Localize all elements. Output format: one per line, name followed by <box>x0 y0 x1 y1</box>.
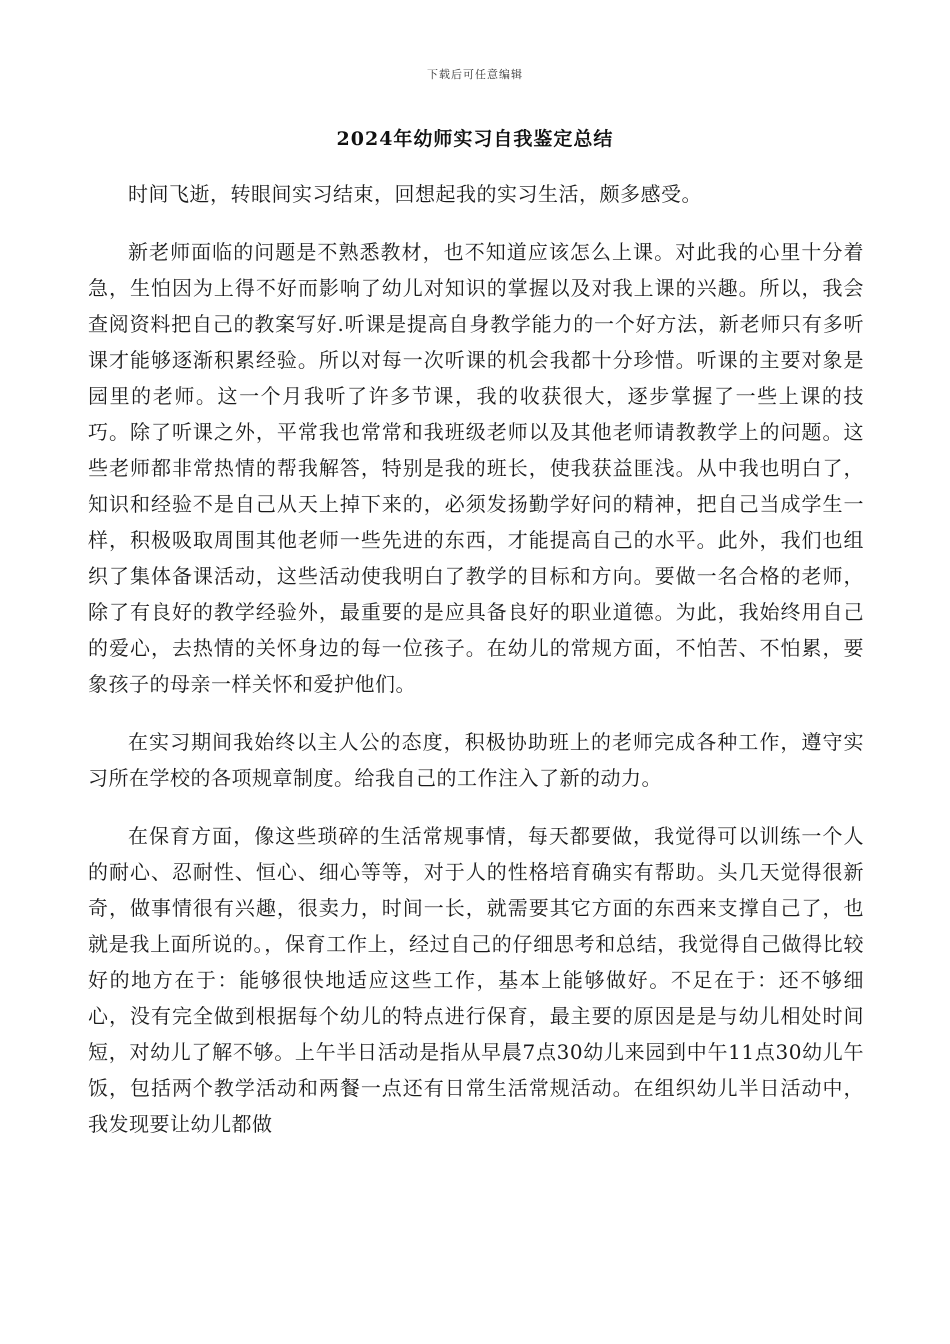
paragraph-teaching: 新老师面临的问题是不熟悉教材，也不知道应该怎么上课。对此我的心里十分着急，生怕因为上得不好而影响了幼儿对知识的掌握以及对我上课的兴趣。所以，我会查阅资料把自己的教案写好.听课是提高自身教学能力的一个好方法，新老师只有多听课才能够逐渐积累经验。所以对每一次听课的机会我都十分珍惜。听课的主要对象是园里的老师。这一个月我听了许多节课，我的收获很大，逐步掌握了一些上课的技巧。除了听课之外，平常我也常常和我班级老师以及其他老师请教教学上的问题。这些老师都非常热情的帮我解答，特别是我的班长，使我获益匪浅。从中我也明白了，知识和经验不是自己从天上掉下来的，必须发扬勤学好问的精神，把自己当成学生一样，积极吸取周围其他老师一些先进的东西，才能提高自己的水平。此外，我们也组织了集体备课活动，这些活动使我明白了教学的目标和方向。要做一名合格的老师，除了有良好的教学经验外，最重要的是应具备良好的职业道德。为此，我始终用自己的爱心，去热情的关怀身边的每一位孩子。在幼儿的常规方面，不怕苦、不怕累，要象孩子的母亲一样关怀和爱护他们。 <box>88 240 864 696</box>
paragraph-intro: 时间飞逝，转眼间实习结束，回想起我的实习生活，颇多感受。 <box>128 182 702 206</box>
header-note: 下载后可任意编辑 <box>427 68 523 81</box>
paragraph-care: 在保育方面，像这些琐碎的生活常规事情，每天都要做，我觉得可以训练一个人的耐心、忍耐性、恒心、细心等等，对于人的性格培育确实有帮助。头几天觉得很新奇，做事情很有兴趣，很卖力，时间一长，就需要其它方面的东西来支撑自己了，也就是我上面所说的。，保育工作上，经过自己的仔细思考和总结，我觉得自己做得比较好的地方在于：能够很快地适应这些工作，基本上能够做好。不足在于：还不够细心，没有完全做到根据每个幼儿的特点进行保育，最主要的原因是是与幼儿相处时间短，对幼儿了解不够。上午半日活动是指从早晨7点30幼儿来园到中午11点30幼儿午饭，包括两个教学活动和两餐一点还有日常生活常规活动。在组织幼儿半日活动中，我发现要让幼儿都做 <box>88 824 864 1136</box>
paragraph-attitude: 在实习期间我始终以主人公的态度，积极协助班上的老师完成各种工作，遵守实习所在学校的各项规章制度。给我自己的工作注入了新的动力。 <box>88 730 864 790</box>
document-title: 2024年幼师实习自我鉴定总结 <box>336 128 614 150</box>
document-body <box>88 176 864 1142</box>
